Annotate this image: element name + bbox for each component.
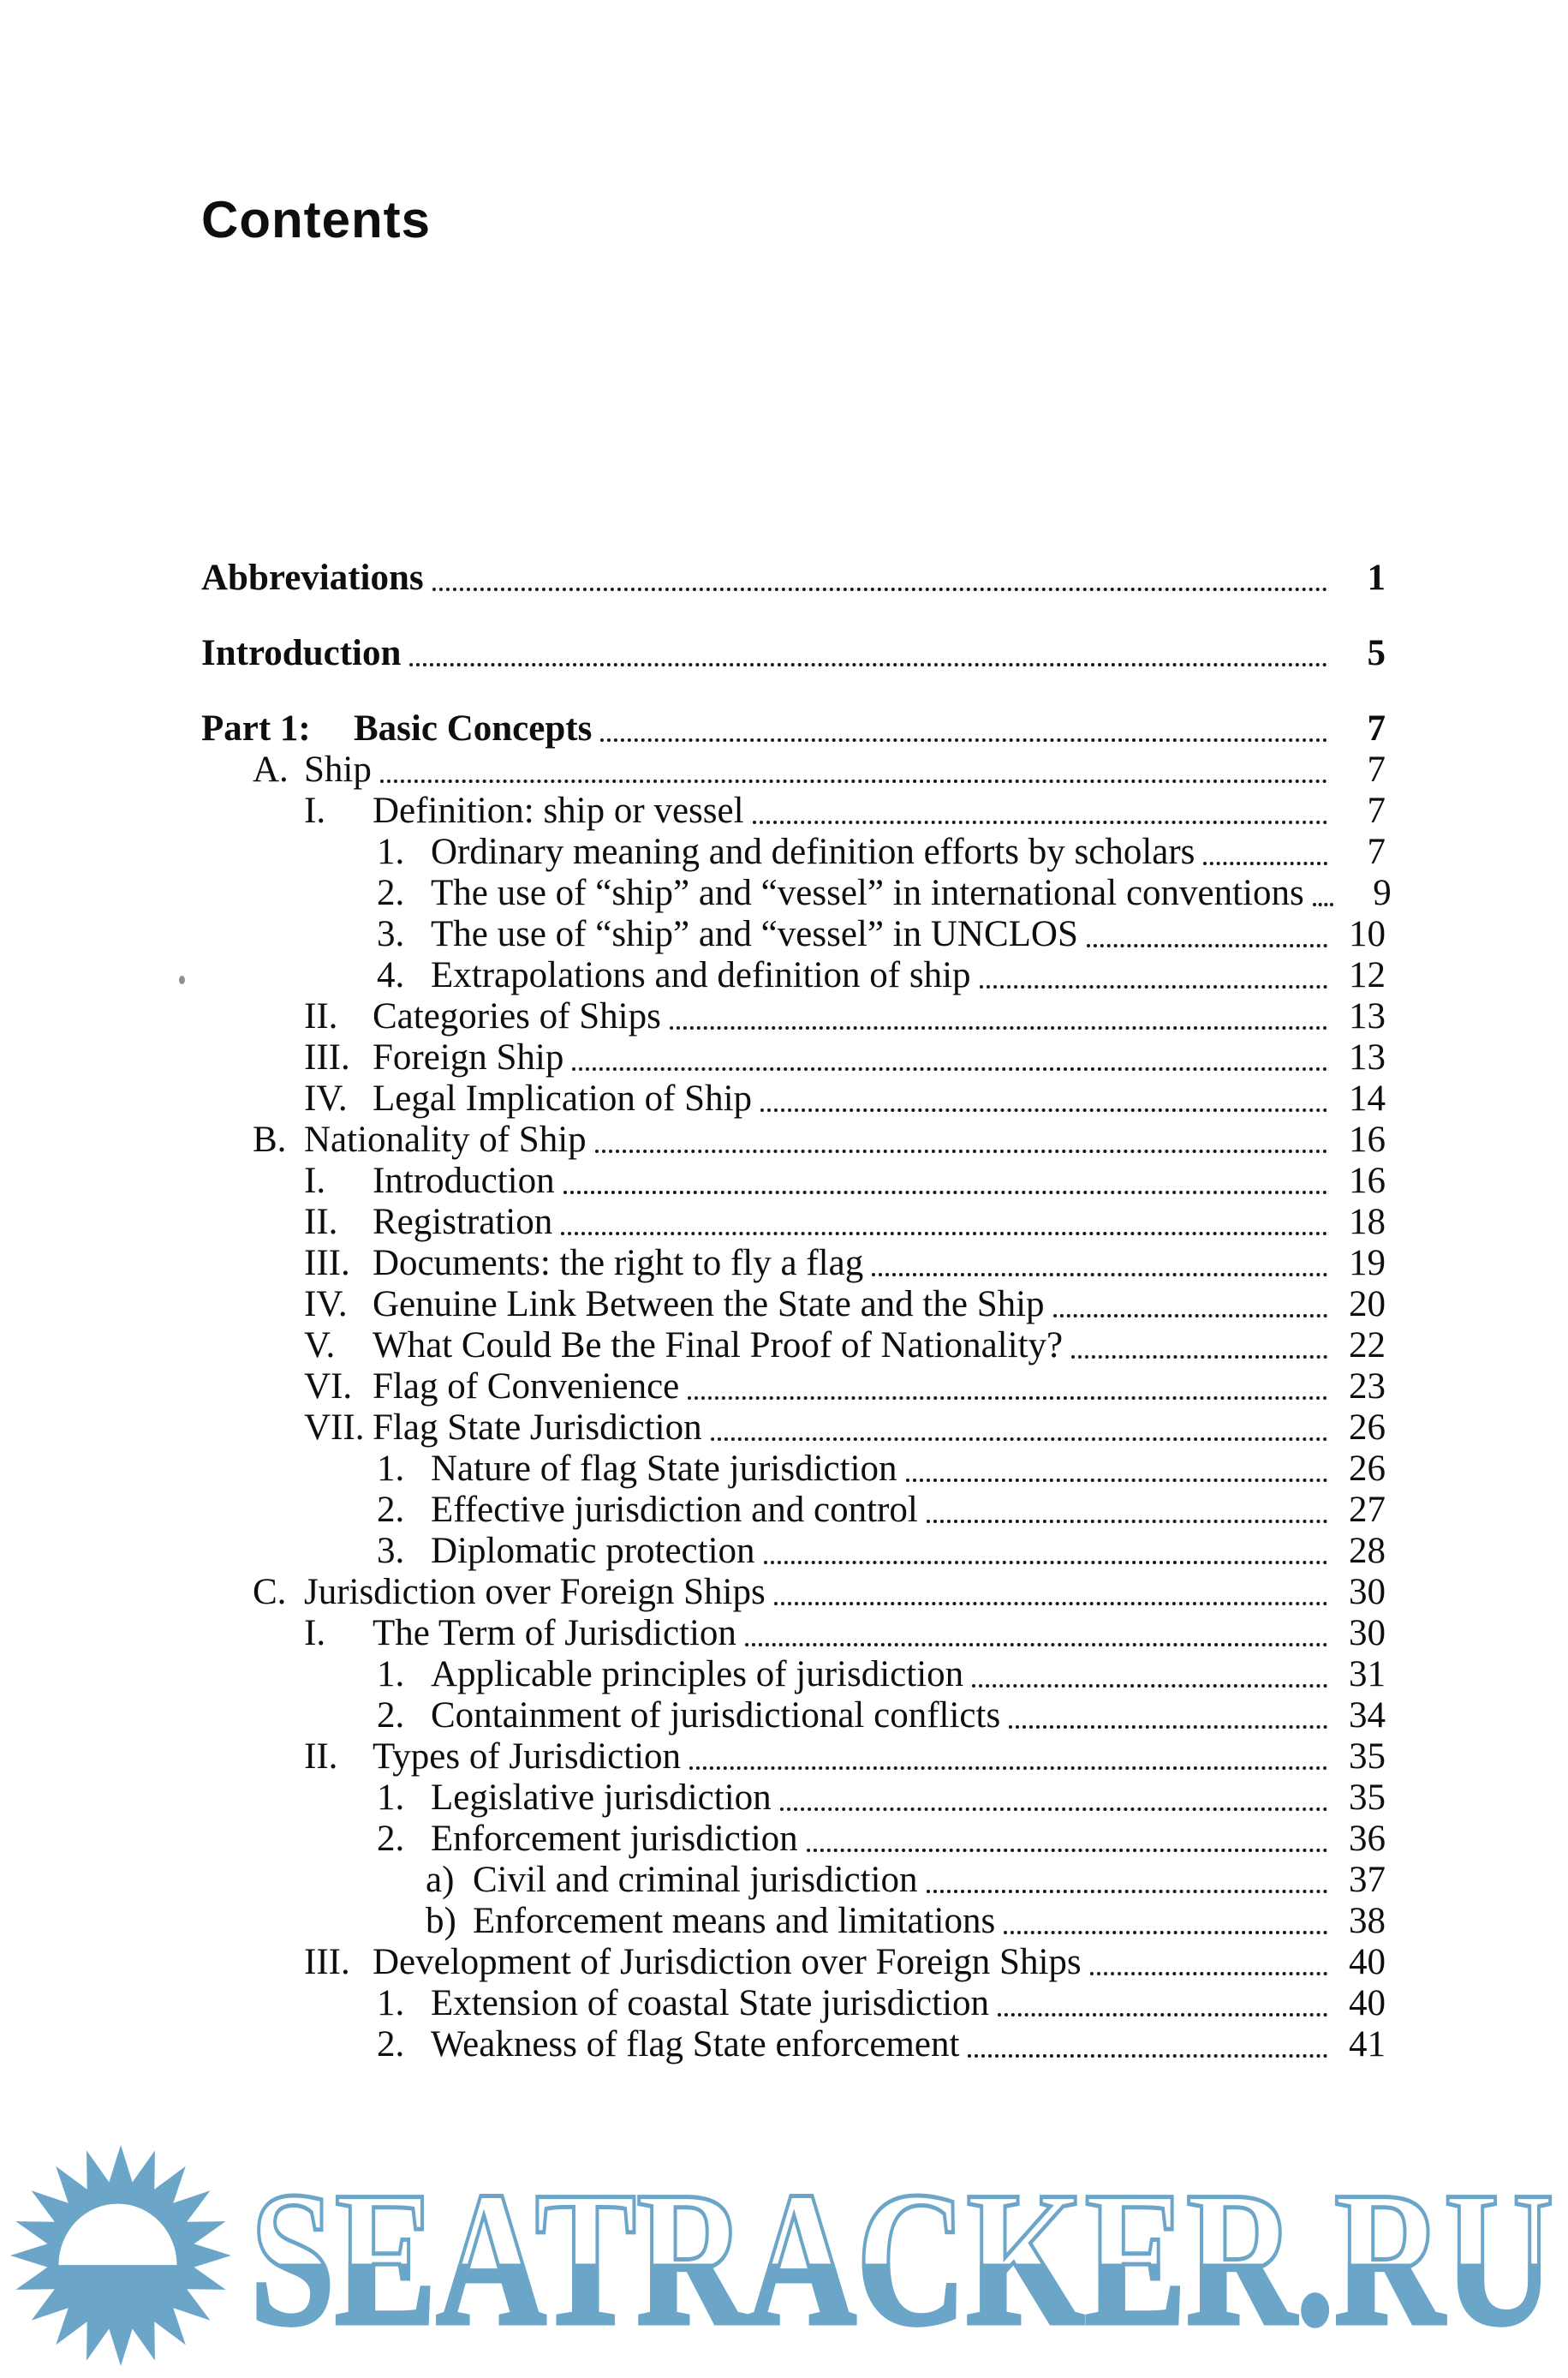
entry-marker: A. — [253, 750, 289, 790]
entry-text: The use of “ship” and “vessel” in UNCLOS — [431, 914, 1078, 954]
entry-page-number: 16 — [1349, 1120, 1386, 1160]
entry-page-number: 5 — [1367, 633, 1386, 673]
entry-marker: 1. — [377, 1983, 405, 2023]
toc-entry — [0, 955, 1568, 996]
entry-text: Abbreviations — [201, 558, 424, 598]
entry-marker: 2. — [377, 1695, 405, 1736]
entry-page-number: 22 — [1349, 1325, 1386, 1365]
toc-entry — [0, 1736, 1568, 1778]
entry-page-number: 20 — [1349, 1284, 1386, 1324]
entry-text: Development of Jurisdiction over Foreign Ships — [373, 1942, 1082, 1982]
toc-entry — [0, 1366, 1568, 1407]
toc-entry — [0, 633, 1568, 674]
entry-marker: 4. — [377, 955, 405, 995]
entry-text: The Term of Jurisdiction — [373, 1613, 736, 1653]
toc-entry — [0, 1120, 1568, 1161]
entry-text: Weakness of flag State enforcement — [431, 2024, 960, 2064]
dot-leader — [760, 1108, 1327, 1112]
toc-entry — [0, 1325, 1568, 1366]
entry-marker: II. — [304, 1736, 338, 1777]
dot-leader — [780, 1807, 1327, 1811]
toc-entry — [0, 1161, 1568, 1202]
dot-leader — [561, 1232, 1327, 1235]
toc-entry — [0, 832, 1568, 873]
entry-page-number: 16 — [1349, 1161, 1386, 1201]
entry-page-number: 10 — [1349, 914, 1386, 954]
entry-page-number: 31 — [1349, 1654, 1386, 1694]
dot-leader — [1053, 1314, 1327, 1317]
entry-text: The use of “ship” and “vessel” in international conventions — [431, 873, 1304, 913]
entry-text: Ordinary meaning and definition efforts by scholars — [431, 832, 1195, 872]
entry-page-number: 23 — [1349, 1366, 1386, 1407]
entry-text: Enforcement means and limitations — [473, 1901, 996, 1941]
entry-marker: VI. — [304, 1366, 353, 1407]
entry-text: Categories of Ships — [373, 996, 661, 1037]
entry-text: Flag State Jurisdiction — [373, 1407, 702, 1448]
entry-marker: V. — [304, 1325, 336, 1365]
entry-text: Flag of Convenience — [373, 1366, 680, 1407]
entry-text: Nature of flag State jurisdiction — [431, 1449, 897, 1489]
entry-marker: 1. — [377, 1654, 405, 1694]
entry-text: Ship — [304, 750, 372, 790]
entry-text: Containment of jurisdictional conflicts — [431, 1695, 1001, 1736]
toc-entry — [0, 1531, 1568, 1572]
entry-text: Civil and criminal jurisdiction — [473, 1860, 918, 1900]
entry-marker: 2. — [377, 2024, 405, 2064]
entry-marker: I. — [304, 791, 326, 831]
entry-text: Legislative jurisdiction — [431, 1778, 772, 1818]
dot-leader — [689, 1766, 1327, 1770]
entry-page-number: 40 — [1349, 1942, 1386, 1982]
entry-page-number: 14 — [1349, 1078, 1386, 1119]
entry-text: Definition: ship or vessel — [373, 791, 744, 831]
entry-marker: IV. — [304, 1078, 348, 1119]
toc-entry — [0, 2024, 1568, 2065]
entry-marker: 3. — [377, 1531, 405, 1571]
entry-text: Legal Implication of Ship — [373, 1078, 753, 1119]
dot-leader — [980, 985, 1327, 989]
entry-page-number: 18 — [1349, 1202, 1386, 1242]
sun-logo-icon — [9, 2143, 233, 2368]
dot-leader — [1004, 1931, 1327, 1934]
toc-entry — [0, 1860, 1568, 1901]
toc-entry — [0, 1695, 1568, 1736]
entry-page-number: 30 — [1349, 1613, 1386, 1653]
dot-leader — [688, 1396, 1327, 1400]
entry-text: Effective jurisdiction and control — [431, 1490, 918, 1530]
entry-page-number: 13 — [1349, 996, 1386, 1037]
entry-page-number: 36 — [1349, 1819, 1386, 1859]
entry-text: Diplomatic protection — [431, 1531, 755, 1571]
entry-marker: 2. — [377, 873, 405, 913]
dot-leader — [1087, 944, 1327, 947]
toc-entry — [0, 1819, 1568, 1860]
entry-marker: C. — [253, 1572, 287, 1612]
dot-leader — [906, 1479, 1327, 1482]
entry-text: Genuine Link Between the State and the Ship — [373, 1284, 1045, 1324]
entry-page-number: 13 — [1349, 1037, 1386, 1078]
dot-leader — [1009, 1725, 1327, 1729]
toc-entry — [0, 791, 1568, 832]
toc-entry — [0, 1778, 1568, 1819]
entry-page-number: 40 — [1349, 1983, 1386, 2023]
entry-page-number: 7 — [1367, 708, 1386, 749]
dot-leader — [380, 780, 1327, 783]
entry-page-number: 9 — [1373, 873, 1392, 913]
dot-leader — [764, 1561, 1327, 1564]
entry-text: What Could Be the Final Proof of Nationality? — [373, 1325, 1064, 1365]
toc-entry — [0, 1572, 1568, 1613]
entry-page-number: 7 — [1367, 791, 1386, 831]
entry-page-number: 12 — [1349, 955, 1386, 995]
dot-leader — [1203, 862, 1327, 865]
entry-marker: III. — [304, 1037, 350, 1078]
dot-leader — [872, 1273, 1327, 1276]
entry-marker: B. — [253, 1120, 287, 1160]
toc-entry — [0, 1078, 1568, 1120]
entry-marker: 2. — [377, 1490, 405, 1530]
toc-entry — [0, 1654, 1568, 1695]
toc-entry — [0, 1202, 1568, 1243]
entry-page-number: 30 — [1349, 1572, 1386, 1612]
entry-text: Basic Concepts — [354, 708, 593, 749]
entry-page-number: 34 — [1349, 1695, 1386, 1736]
dot-leader — [600, 738, 1327, 742]
entry-marker: Part 1: — [201, 708, 311, 749]
dot-leader — [774, 1602, 1327, 1605]
entry-text: Documents: the right to fly a flag — [373, 1243, 864, 1283]
toc-entry — [0, 1613, 1568, 1654]
entry-text: Foreign Ship — [373, 1037, 564, 1078]
entry-text: Nationality of Ship — [304, 1120, 587, 1160]
dot-leader — [670, 1026, 1327, 1030]
entry-page-number: 26 — [1349, 1407, 1386, 1448]
toc-entry — [0, 558, 1568, 599]
toc-entry — [0, 750, 1568, 791]
entry-page-number: 7 — [1367, 832, 1386, 872]
dot-leader — [972, 1684, 1327, 1688]
dot-leader — [1090, 1972, 1327, 1975]
entry-marker: VII. — [304, 1407, 365, 1448]
entry-page-number: 27 — [1349, 1490, 1386, 1530]
watermark-text: SEATRACKER.RU — [250, 2151, 1554, 2365]
dot-leader — [927, 1890, 1327, 1893]
entry-page-number: 28 — [1349, 1531, 1386, 1571]
entry-marker: 3. — [377, 914, 405, 954]
dot-leader — [753, 821, 1327, 824]
entry-text: Registration — [373, 1202, 553, 1242]
toc-entry — [0, 1901, 1568, 1942]
dot-leader — [595, 1150, 1327, 1153]
entry-marker: I. — [304, 1161, 326, 1201]
entry-text: Introduction — [201, 633, 402, 673]
entry-page-number: 35 — [1349, 1778, 1386, 1818]
entry-text: Enforcement jurisdiction — [431, 1819, 798, 1859]
entry-text: Extension of coastal State jurisdiction — [431, 1983, 990, 2023]
entry-page-number: 41 — [1349, 2024, 1386, 2064]
toc-entry — [0, 1942, 1568, 1983]
toc-entry — [0, 873, 1568, 914]
entry-marker: II. — [304, 996, 338, 1037]
toc-entry — [0, 1243, 1568, 1284]
entry-marker: 1. — [377, 832, 405, 872]
toc-entry — [0, 1490, 1568, 1531]
dot-leader — [432, 588, 1327, 591]
entry-marker: 2. — [377, 1819, 405, 1859]
toc-entry — [0, 996, 1568, 1037]
entry-marker: IV. — [304, 1284, 348, 1324]
entry-marker: 1. — [377, 1778, 405, 1818]
entry-page-number: 1 — [1367, 558, 1386, 598]
dot-leader — [572, 1067, 1327, 1071]
entry-page-number: 37 — [1349, 1860, 1386, 1900]
entry-text: Applicable principles of jurisdiction — [431, 1654, 964, 1694]
dot-leader — [409, 663, 1327, 666]
scan-artifact — [179, 976, 185, 984]
dot-leader — [807, 1849, 1327, 1852]
entry-page-number: 38 — [1349, 1901, 1386, 1941]
entry-marker: II. — [304, 1202, 338, 1242]
entry-page-number: 35 — [1349, 1736, 1386, 1777]
dot-leader — [1313, 903, 1333, 906]
page-title: Contents — [201, 191, 431, 248]
toc-entry — [0, 1407, 1568, 1449]
table-of-contents — [0, 558, 1568, 2065]
toc-entry — [0, 1284, 1568, 1325]
dot-leader — [998, 2013, 1327, 2017]
dot-leader — [563, 1191, 1327, 1194]
dot-leader — [1071, 1355, 1327, 1359]
entry-marker: III. — [304, 1243, 350, 1283]
entry-text: Types of Jurisdiction — [373, 1736, 682, 1777]
entry-page-number: 19 — [1349, 1243, 1386, 1283]
dot-leader — [968, 2054, 1327, 2058]
entry-page-number: 26 — [1349, 1449, 1386, 1489]
entry-text: Introduction — [373, 1161, 555, 1201]
toc-entry — [0, 1983, 1568, 2024]
entry-text: Jurisdiction over Foreign Ships — [304, 1572, 766, 1612]
entry-marker: 1. — [377, 1449, 405, 1489]
entry-marker: b) — [426, 1901, 456, 1941]
dot-leader — [711, 1437, 1327, 1441]
toc-entry — [0, 1037, 1568, 1078]
toc-entry — [0, 914, 1568, 955]
entry-marker: III. — [304, 1942, 350, 1982]
entry-text: Extrapolations and definition of ship — [431, 955, 971, 995]
dot-leader — [927, 1520, 1327, 1523]
toc-entry — [0, 1449, 1568, 1490]
toc-entry — [0, 708, 1568, 750]
entry-marker: I. — [304, 1613, 326, 1653]
entry-page-number: 7 — [1367, 750, 1386, 790]
entry-marker: a) — [426, 1860, 455, 1900]
dot-leader — [745, 1643, 1327, 1646]
